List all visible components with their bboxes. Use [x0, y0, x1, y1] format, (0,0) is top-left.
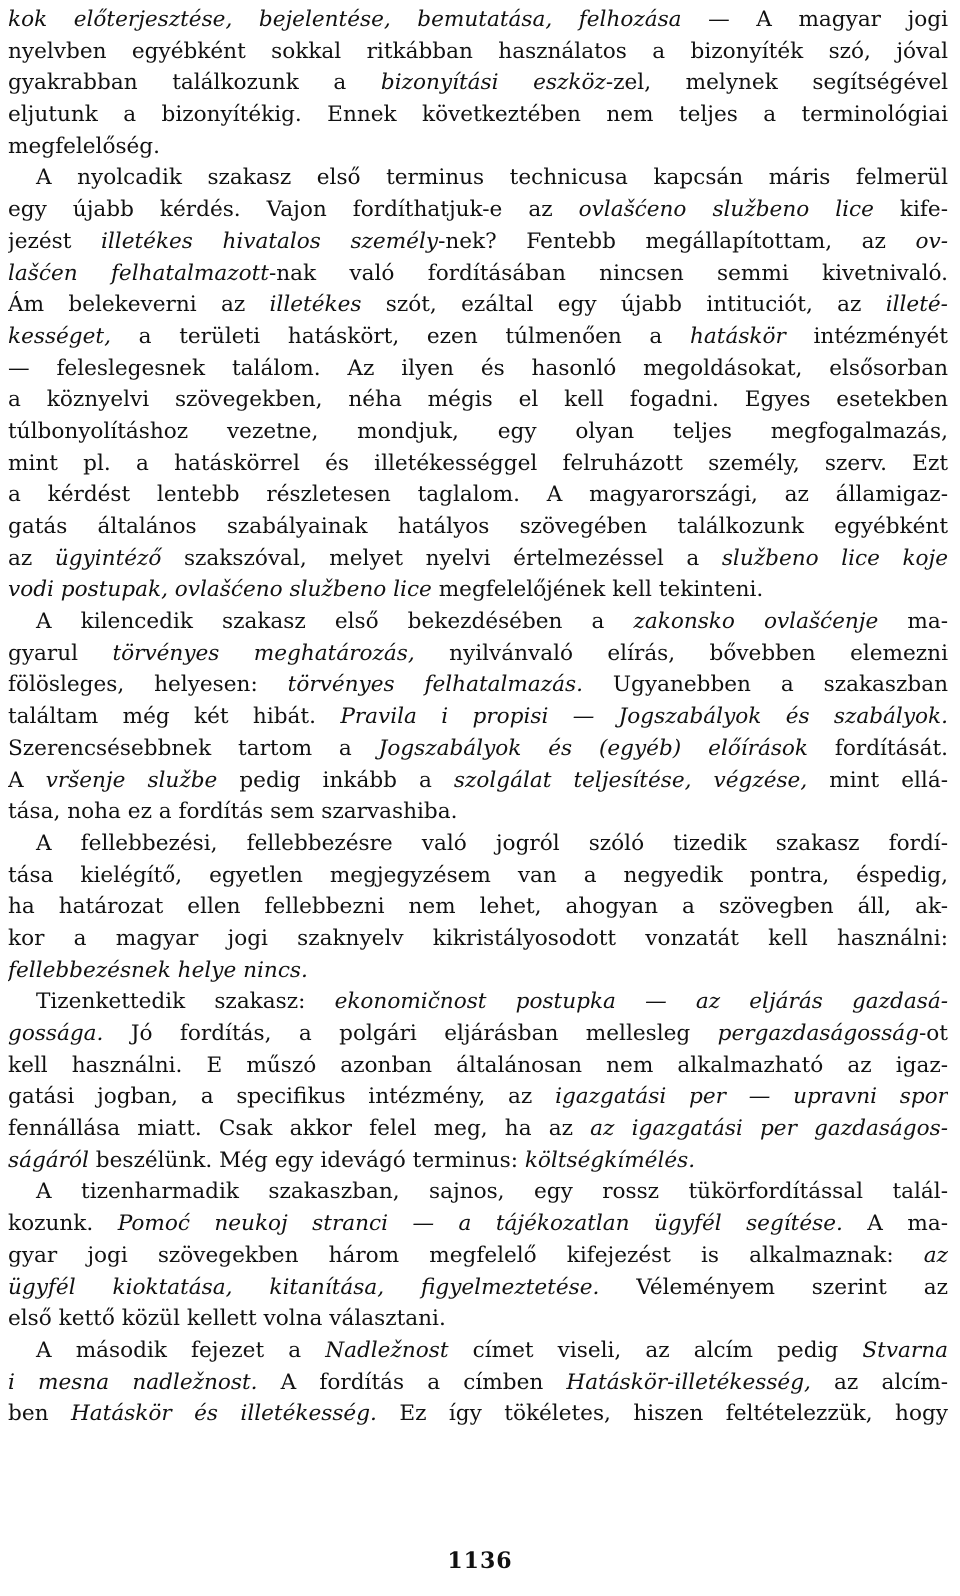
text-line — [8, 638, 948, 670]
text-line — [8, 1050, 948, 1082]
body-text — [8, 4, 948, 1430]
text-run: szakszóval, melyet nyelvi értelmezéssel a — [161, 545, 722, 571]
text-run: ben — [8, 1401, 71, 1427]
text-run: megfelelőség. — [8, 133, 160, 159]
italic-term: službeno lice koje — [721, 545, 948, 571]
text-run: mint pl. a hatáskörrel és illetékességgel felruházott személy, szerv. Ezt — [8, 450, 948, 476]
text-line — [8, 891, 948, 923]
text-line — [8, 1240, 948, 1272]
text-line — [8, 448, 948, 480]
text-line — [8, 1208, 948, 1240]
italic-term: illetékes hivatalos személy — [100, 228, 439, 254]
text-run: -zel, melynek segítségével — [605, 70, 948, 96]
italic-term: az igazgatási per gazdaságos- — [590, 1116, 948, 1142]
text-run: gyar jogi szövegekben három megfelelő kifejezést is alkalmaznak: — [8, 1242, 924, 1268]
text-run: A fellebbezési, fellebbezésre való jogról szóló tizedik szakasz fordí- — [36, 830, 948, 856]
text-run: A második fejezet a — [36, 1337, 326, 1363]
text-run: gatási jogban, a specifikus intézmény, az — [8, 1084, 556, 1110]
italic-term: költségkímélés. — [524, 1147, 696, 1173]
text-run: -ot — [919, 1021, 948, 1046]
text-run: fordítását. — [808, 735, 948, 761]
text-line — [8, 1018, 948, 1050]
text-line — [8, 923, 948, 955]
italic-term: az — [923, 1242, 948, 1268]
italic-term: zakonsko ovlašćenje — [633, 609, 879, 635]
text-line — [8, 67, 948, 99]
italic-term: fellebbezésnek helye nincs. — [8, 957, 308, 983]
text-line — [8, 733, 948, 765]
italic-term: igazgatási per — upravni spor — [555, 1084, 948, 1110]
text-run: -nak való fordításában nincsen semmi kivetnivaló. — [268, 260, 948, 286]
italic-term: Nadležnost — [325, 1337, 449, 1363]
text-line — [8, 131, 948, 163]
text-run: beszélünk. Még egy idevágó terminus: — [88, 1147, 525, 1173]
text-run: A fordítás a címben — [257, 1369, 567, 1395]
italic-term: Hatáskör-illetékesség, — [566, 1369, 811, 1395]
italic-term: pergazdaságosság — [717, 1021, 920, 1046]
text-run: fennállása miatt. Csak akkor felel meg, ha az — [8, 1116, 591, 1142]
italic-term: vršenje službe — [45, 767, 218, 793]
text-run: jezést — [8, 228, 101, 254]
text-run: szót, ezáltal egy újabb intituciót, az — [361, 292, 886, 318]
italic-term: hatáskör — [690, 323, 786, 349]
italic-term: Hatáskör és illetékesség. — [70, 1401, 377, 1427]
italic-term: Pravila i propisi — Jogszabályok és szabályok. — [340, 704, 948, 730]
text-run: ma- — [878, 609, 948, 635]
text-line — [8, 1335, 948, 1367]
text-line — [8, 1303, 948, 1335]
text-run: tása kielégítő, egyetlen megjegyzésem van a negyedik pontra, éspedig, — [8, 862, 948, 888]
italic-term: ságáról — [8, 1147, 89, 1173]
text-run: kell használni. E műszó azonban általánosan nem alkalmazható az igaz- — [8, 1052, 948, 1078]
italic-term: bizonyítási eszköz — [380, 70, 606, 96]
text-line — [8, 1145, 948, 1177]
italic-term: törvényes felhatalmazás. — [287, 672, 583, 698]
text-line — [8, 4, 948, 36]
italic-term: ekonomičnost postupka — az eljárás gazdasá- — [334, 989, 948, 1015]
italic-term: ügyfél kioktatása, kitanítása, figyelmeztetése. — [8, 1274, 600, 1300]
page-number: 1136 — [447, 1548, 513, 1574]
text-line — [8, 606, 948, 638]
text-line — [8, 99, 948, 131]
text-run: címet viseli, az alcím pedig — [448, 1337, 863, 1363]
text-run: Ez így tökéletes, hiszen feltételezzük, hogy — [376, 1401, 948, 1427]
text-line — [8, 1081, 948, 1113]
text-run: a köznyelvi szövegekben, néha mégis el kell fogadni. Egyes esetekben — [8, 387, 948, 413]
text-line — [8, 511, 948, 543]
text-line — [8, 669, 948, 701]
text-line — [8, 828, 948, 860]
text-run: ha határozat ellen fellebbezni nem lehet, ahogyan a szövegben áll, ak- — [8, 894, 948, 920]
italic-term: i mesna nadležnost. — [8, 1369, 258, 1395]
text-line — [8, 701, 948, 733]
text-line — [8, 1113, 948, 1145]
text-run: gyakrabban találkozunk a — [8, 70, 381, 96]
text-run: tása, noha ez a fordítás sem szarvashiba. — [8, 799, 458, 825]
text-run: nyelvben egyébként sokkal ritkábban használatos a bizonyíték szó, jóval — [8, 38, 948, 64]
text-run: találtam még két hibát. — [8, 704, 341, 730]
italic-term: ügyintéző — [54, 545, 162, 571]
text-run: eljutunk a bizonyítékig. Ennek következtében nem teljes a terminológiai — [8, 102, 948, 128]
text-run: pedig inkább a — [217, 767, 454, 793]
text-line — [8, 194, 948, 226]
text-run: Ám belekeverni az — [8, 292, 270, 318]
text-line — [8, 860, 948, 892]
text-line — [8, 258, 948, 290]
text-line — [8, 955, 948, 987]
text-line — [8, 321, 948, 353]
text-line — [8, 353, 948, 385]
text-line — [8, 986, 948, 1018]
text-run: első kettő közül kellett volna választani. — [8, 1306, 446, 1332]
text-line — [8, 226, 948, 258]
text-run: megfelelőjének kell tekinteni. — [431, 577, 764, 603]
italic-term: Jogszabályok és (egyéb) előírások — [378, 735, 809, 761]
text-run: Jó fordítás, a polgári eljárásban mellesleg — [103, 1021, 718, 1046]
text-line — [8, 416, 948, 448]
italic-term: Stvarna — [862, 1337, 948, 1363]
text-run: egy újabb kérdés. Vajon fordíthatjuk-e az — [8, 197, 579, 223]
text-run: Tizenkettedik szakasz: — [36, 989, 335, 1015]
text-run: intézményét — [785, 323, 948, 349]
text-run: kor a magyar jogi szaknyelv kikristályosodott vonzatát kell használni: — [8, 925, 948, 951]
text-run: mint ellá- — [807, 767, 948, 793]
text-line — [8, 1272, 948, 1304]
text-run: az — [8, 545, 55, 571]
text-run: az alcím- — [810, 1369, 948, 1395]
text-run: nyilvánvaló elírás, bővebben elemezni — [414, 640, 948, 666]
text-line — [8, 796, 948, 828]
italic-term: ov- — [915, 228, 948, 254]
italic-term: kességet, — [8, 323, 111, 349]
text-line — [8, 162, 948, 194]
text-run: gyarul — [8, 640, 113, 666]
italic-term: ovlašćeno službeno lice — [578, 197, 874, 223]
text-line — [8, 36, 948, 68]
text-run: a kérdést lentebb részletesen taglalom. A magyarországi, az államigaz- — [8, 482, 948, 508]
text-line — [8, 1367, 948, 1399]
italic-term: törvényes meghatározás, — [112, 640, 415, 666]
italic-term: Pomoć neukoj stranci — a tájékozatlan ügyfél segítése. — [117, 1211, 843, 1237]
text-run: túlbonyolításhoz vezetne, mondjuk, egy olyan teljes megfogalmazás, — [8, 418, 948, 444]
text-run: A kilencedik szakasz első bekezdésében a — [36, 609, 634, 635]
text-line — [8, 765, 948, 797]
text-run: Szerencsésebbnek tartom a — [8, 735, 379, 761]
text-run: gatás általános szabályainak hatályos szövegében találkozunk egyébként — [8, 514, 948, 539]
text-line — [8, 479, 948, 511]
text-line — [8, 543, 948, 575]
italic-term: illetékes — [269, 292, 362, 318]
text-line — [8, 574, 948, 606]
italic-term: gossága. — [8, 1021, 104, 1046]
text-run: A — [8, 767, 46, 793]
text-line — [8, 289, 948, 321]
text-run: — feleslegesnek találom. Az ilyen és hasonló megoldásokat, elsősorban — [8, 355, 948, 381]
text-run: A nyolcadik szakasz első terminus technicusa kapcsán máris felmerül — [36, 165, 948, 191]
text-run: fölösleges, helyesen: — [8, 672, 288, 698]
text-run: — A magyar jogi — [681, 7, 948, 32]
italic-term: kok előterjesztése, bejelentése, bemutatása, felhozása — [8, 7, 682, 32]
text-run: Véleményem szerint az — [599, 1274, 948, 1300]
text-run: kozunk. — [8, 1211, 118, 1237]
italic-term: illeté- — [885, 292, 948, 318]
text-run: Ugyanebben a szakaszban — [582, 672, 948, 698]
italic-term: lašćen felhatalmazott — [8, 260, 269, 286]
text-run: kife- — [873, 197, 948, 223]
text-run: A tizenharmadik szakaszban, sajnos, egy rossz tükörfordítással talál- — [36, 1179, 948, 1205]
text-line — [8, 1176, 948, 1208]
text-line — [8, 384, 948, 416]
text-run: A ma- — [842, 1211, 948, 1237]
text-run: -nek? Fentebb megállapítottam, az — [438, 228, 916, 254]
italic-term: szolgálat teljesítése, végzése, — [453, 767, 808, 793]
text-run: a területi hatáskört, ezen túlmenően a — [110, 323, 690, 349]
italic-term: vodi postupak, ovlašćeno službeno lice — [8, 577, 432, 603]
text-line — [8, 1398, 948, 1430]
